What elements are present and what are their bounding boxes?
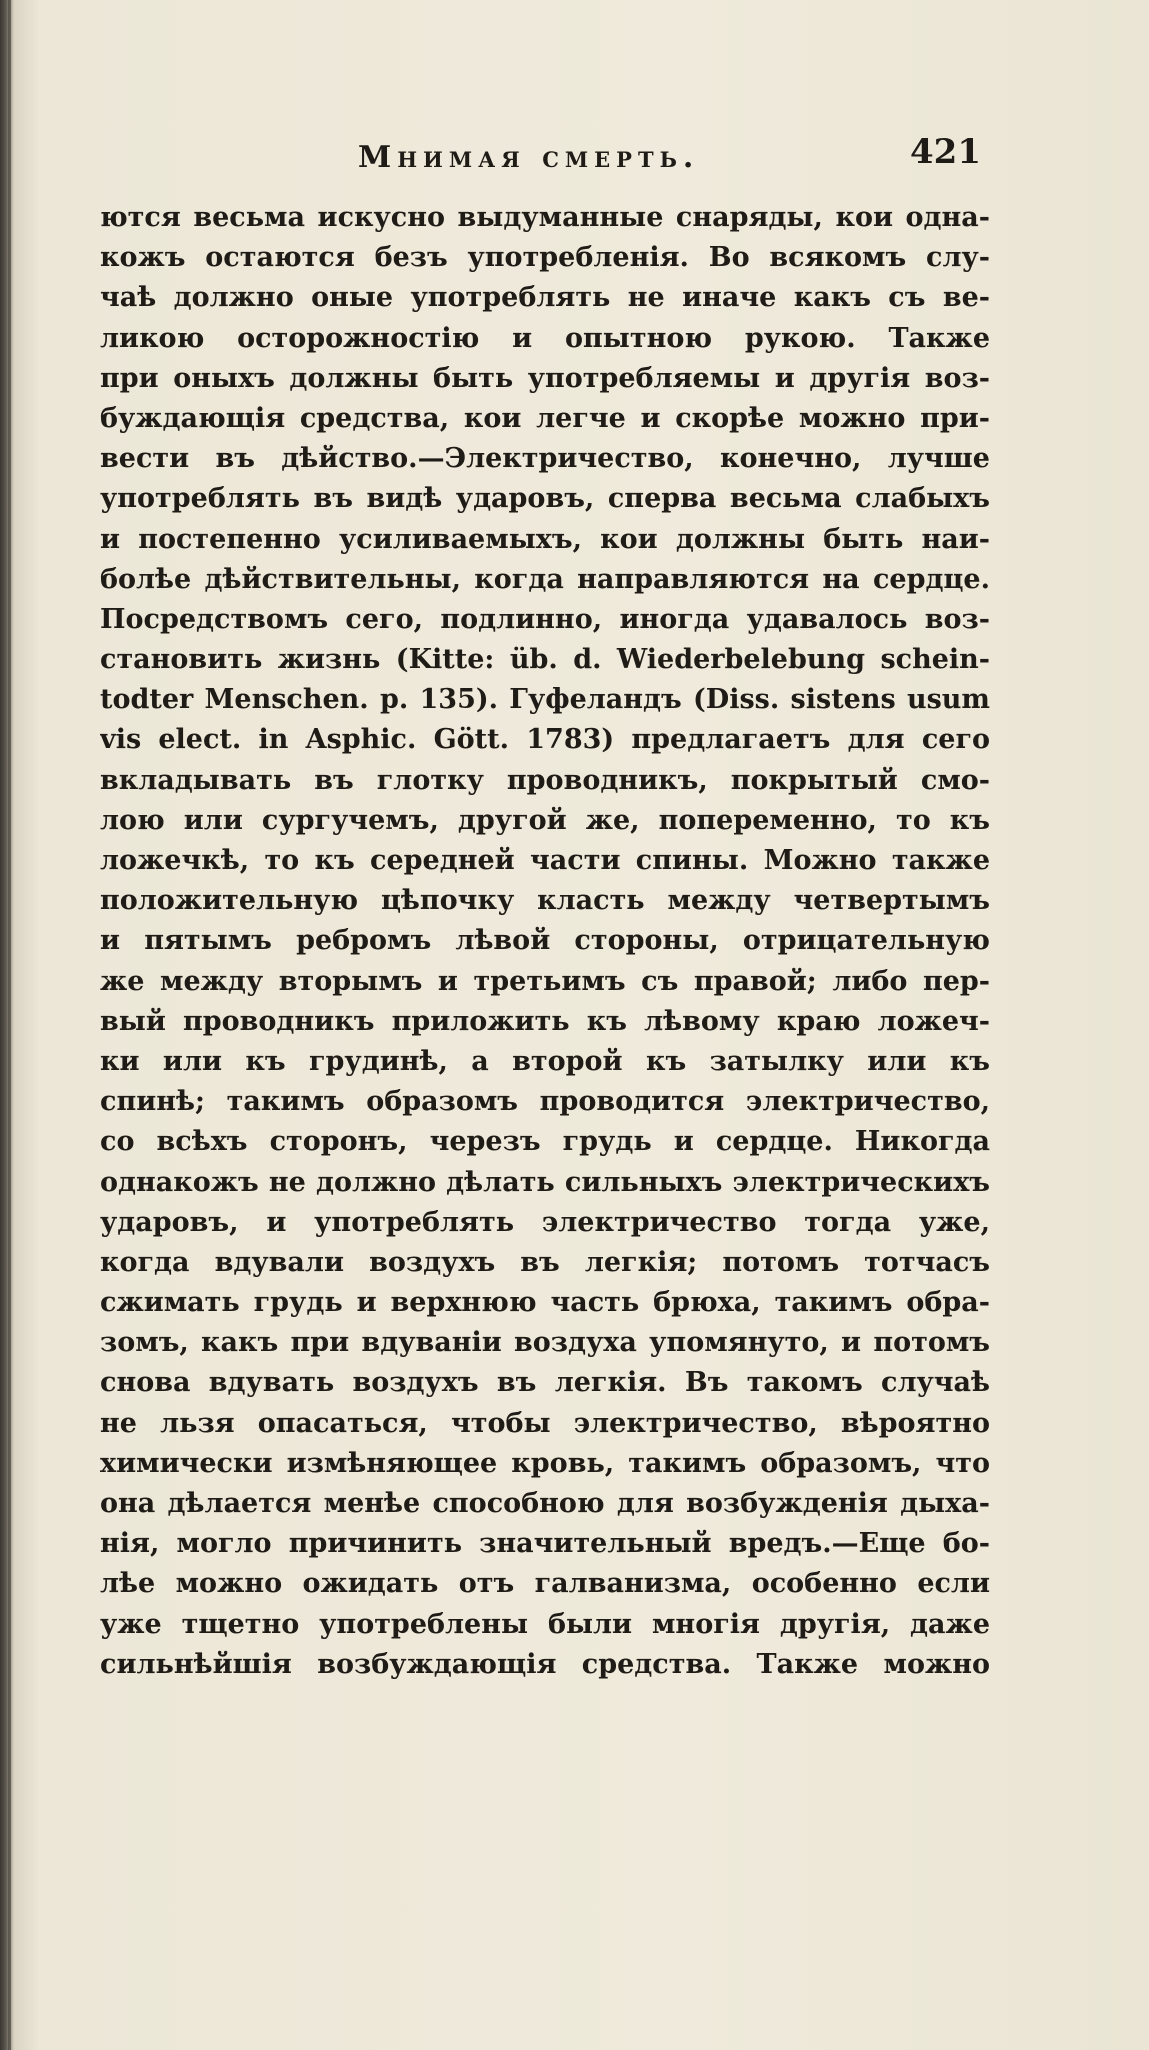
- text-line: употреблять въ видѣ ударовъ, сперва весьма слабыхъ: [100, 483, 990, 515]
- text-line: ются весьма искусно выдуманные снаряды, кои одна-: [100, 202, 990, 233]
- text-line: лою или сургучемъ, другой же, попеременно, то къ: [100, 804, 990, 836]
- text-line: болѣе дѣйствительны, когда направляются на сердце.: [100, 563, 990, 595]
- page-number: 421: [910, 132, 981, 172]
- text-line: химически измѣняющее кровь, такимъ образомъ, что: [100, 1447, 990, 1479]
- text-line: Посредствомъ сего, подлинно, иногда удавалось воз-: [100, 603, 990, 635]
- text-line: снова вдувать воздухъ въ легкія. Въ такомъ случаѣ: [100, 1367, 990, 1399]
- text-line: vis elect. in Asphic. Gött. 1783) предлагаетъ для сего: [100, 724, 990, 756]
- text-line: зомъ, какъ при вдуваніи воздуха упомянуто, и потомъ: [100, 1327, 990, 1359]
- text-line: сжимать грудь и верхнюю часть брюха, такимъ обра-: [100, 1287, 990, 1319]
- text-line: лѣе можно ожидать отъ галванизма, особенно если: [100, 1568, 990, 1600]
- text-line: уже тщетно употреблены были многія другія, даже: [100, 1608, 990, 1640]
- page-spine-shadow: [8, 0, 11, 2050]
- text-line: ликою осторожностію и опытною рукою. Также: [100, 322, 990, 354]
- text-line: не льзя опасаться, чтобы электричество, вѣроятно: [100, 1407, 990, 1439]
- text-line: и постепенно усиливаемыхъ, кои должны быть наи-: [100, 523, 990, 555]
- text-line: спинѣ; такимъ образомъ проводится электричество,: [100, 1086, 990, 1118]
- text-line: буждающія средства, кои легче и скорѣе можно при-: [100, 402, 990, 434]
- text-line: вкладывать въ глотку проводникъ, покрытый смо-: [100, 764, 990, 796]
- text-line: вый проводникъ приложить къ лѣвому краю ложеч-: [100, 1005, 990, 1037]
- text-line: при оныхъ должны быть употребляемы и другія воз-: [100, 362, 990, 394]
- text-line: становить жизнь (Kitte: üb. d. Wiederbelebung schein-: [100, 644, 990, 676]
- text-line: со всѣхъ сторонъ, черезъ грудь и сердце. Никогда: [100, 1126, 990, 1158]
- text-line: же между вторымъ и третьимъ съ правой; либо пер-: [100, 965, 990, 997]
- text-line: и пятымъ ребромъ лѣвой стороны, отрицательную: [100, 925, 990, 957]
- body-text: [100, 198, 990, 1685]
- text-line: нія, могло причинить значительный вредъ.—Еще бо-: [100, 1528, 990, 1560]
- page-header: [100, 132, 1000, 180]
- text-line: положительную цѣпочку класть между четвертымъ: [100, 885, 990, 917]
- running-title: Мнимая смерть.: [358, 140, 700, 175]
- text-line: ложечкѣ, то къ середней части спины. Можно также: [100, 845, 990, 876]
- text-line: ударовъ, и употреблять электричество тогда уже,: [100, 1206, 990, 1238]
- text-line: однакожъ не должно дѣлать сильныхъ электрическихъ: [100, 1166, 990, 1198]
- text-line: кожъ остаются безъ употребленія. Во всякомъ слу-: [100, 242, 990, 274]
- text-line: ки или къ грудинѣ, а второй къ затылку или къ: [100, 1045, 990, 1077]
- text-line: сильнѣйшія возбуждающія средства. Также можно: [100, 1648, 990, 1680]
- text-line: когда вдували воздухъ въ легкія; потомъ тотчасъ: [100, 1246, 990, 1278]
- text-line: todter Menschen. p. 135). Гуфеландъ (Diss. sistens usum: [100, 684, 990, 716]
- text-line: вести въ дѣйство.—Электричество, конечно, лучше: [100, 443, 990, 475]
- text-line: она дѣлается менѣе способною для возбужденія дыха-: [100, 1488, 990, 1519]
- text-line: чаѣ должно оные употреблять не иначе какъ съ ве-: [100, 282, 990, 314]
